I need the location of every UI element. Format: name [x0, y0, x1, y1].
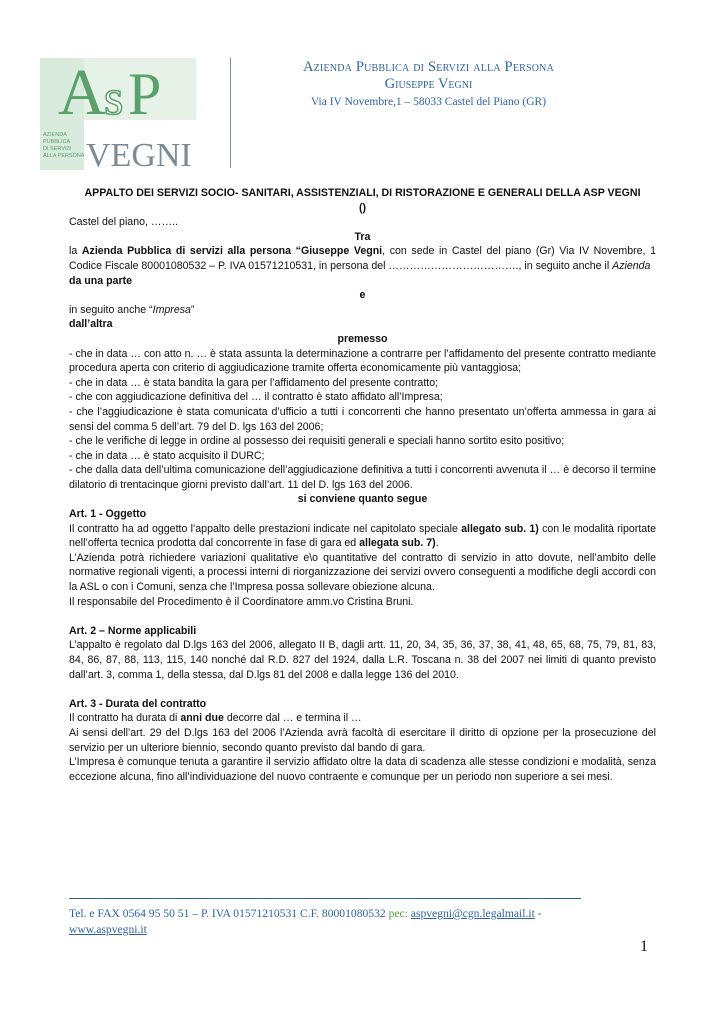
svg-text:P: P — [128, 61, 162, 127]
art1-text: . — [435, 537, 439, 550]
premessa-item: - che in data … è stato acquisito il DURC; — [69, 449, 265, 462]
art1-text: con le modalità riportate nell’offerta tecnica prodotta dal concorrente in fase di gara ed — [69, 522, 656, 550]
footer-separator: - — [534, 907, 542, 920]
organization-header — [232, 58, 625, 111]
da-una-parte: da una parte — [69, 274, 132, 287]
svg-text:s: s — [104, 69, 124, 125]
pec-label: pec: — [388, 907, 411, 920]
premessa-item: - che in data … con atto n. … è stata assunta la determinazione a contrarre per l’affidamento del presente contratto mediante procedura aperta con criterio di aggiudicazione tramite offerta economicamente più vantaggiosa; — [69, 347, 656, 375]
spacer — [69, 609, 656, 624]
website-link[interactable]: www.aspvegni.it — [69, 923, 147, 936]
party-azienda-alias: Azienda — [612, 259, 651, 272]
art2-heading: Art. 2 – Norme applicabili — [69, 624, 197, 637]
art3-paragraph: Ai sensi dell’art. 29 del D.lgs 163 del 2006 l’Azienda avrà facoltà di esercitare il diritto di opzione per la prosecuzione del servizio per un ulteriore biennio, secondo quanto previsto dal bando di gara. — [69, 726, 656, 754]
premessa-item: - che dalla data dell’ultima comunicazione dell’aggiudicazione definitiva a tutti i concorrenti avvenuta il … è decorso il termine dilatorio di trentacinque giorni previsto dall’art. 11 del D. lgs 163 del 2006. — [69, 464, 656, 491]
party-impresa-alias: Impresa — [152, 303, 191, 316]
party-impresa-post: ” — [190, 303, 195, 316]
svg-text:DI SERVIZI: DI SERVIZI — [43, 146, 72, 152]
svg-text:PUBBLICA: PUBBLICA — [43, 139, 71, 145]
premessa-item: - che le verifiche di legge in ordine al possesso dei requisiti generali e speciali hanno sortito esito positivo; — [69, 435, 565, 448]
org-address: Via IV Novembre,1 – 58033 Castel del Piano (GR) — [310, 96, 547, 108]
document-title-paren: () — [358, 201, 367, 214]
svg-text:ALLA PERSONA: ALLA PERSONA — [43, 153, 85, 159]
svg-text:A: A — [58, 58, 106, 129]
dallaltra: dall’altra — [69, 318, 113, 331]
premesso-heading: premesso — [337, 332, 388, 345]
party-impresa-pre: in seguito anche “ — [69, 303, 153, 316]
art3-text: decorre dal … e termina il … — [223, 712, 362, 725]
org-name: Azienda Pubblica di Servizi alla Persona — [302, 59, 555, 75]
art3-duration: anni due — [180, 712, 224, 725]
e-label: e — [359, 289, 366, 302]
art3-text: Il contratto ha durata di — [69, 712, 181, 725]
header-divider — [230, 58, 231, 168]
art1-paragraph — [69, 522, 656, 551]
party-impresa — [69, 303, 656, 318]
premessa-item: - che l’aggiudicazione è stata comunicata d’ufficio a tutti i concorrenti che hanno presentato un’offerta ammessa in gara ai sensi del comma 5 dell’art. 79 del D. lgs 163 del 2006; — [69, 405, 656, 433]
spacer — [69, 682, 656, 697]
art2-paragraph: L’appalto è regolato dal D.lgs 163 del 2006, allegato II B, dagli artt. 11, 20, 34, 35, 36, 37, 38, 41, 48, 65, 68, 75, 79, 81, 83, 84, 86, 87, 88, 113, 115, 140 nonché dal R.D. 827 del 1924, dalla L.R. Toscana n. 38 del 2007 nei limiti di quanto previsto dall’art. 3, comma 1, della stessa, dal D.lgs 81 del 2008 e dalla legge 136 del 2010. — [69, 639, 656, 681]
place-date: Castel del piano, …….. — [69, 216, 178, 229]
tra-label: Tra — [354, 230, 371, 243]
art1-allegato-1: allegato sub. 1) — [461, 522, 539, 535]
art1-heading: Art. 1 - Oggetto — [69, 508, 147, 521]
premessa-item: - che con aggiudicazione definitiva del … il contratto è stato affidato all’Impresa; — [69, 391, 443, 404]
art3-paragraph: L’Impresa è comunque tenuta a garantire il servizio affidato oltre la data di scadenza alle stesse condizioni e modalità, senza eccezione alcuna, fino all’individuazione del nuovo contraente e comunque per un periodo non superiore a sei mesi. — [69, 756, 656, 783]
party-azienda-details: , con sede in Castel del piano (Gr) Via IV Novembre, 1 Codice Fiscale 80001080532 – P. IVA 01571210531, in persona del ………………………………., in seguito anche il — [69, 245, 656, 272]
org-person-name: Giuseppe Vegni — [384, 76, 473, 92]
party-azienda-name: Azienda Pubblica di servizi alla persona “Giuseppe Vegni — [81, 245, 383, 258]
svg-text:AZIENDA: AZIENDA — [43, 132, 67, 138]
party-azienda — [69, 244, 656, 273]
page-footer — [69, 906, 656, 938]
premessa-item: - che in data … è stata bandita la gara per l’affidamento del presente contratto; — [69, 376, 439, 389]
footer-divider — [69, 898, 581, 899]
art1-paragraph: L’Azienda potrà richiedere variazioni qualitative e\o quantitative del contratto di servizio in atto dovute, nell’ambito delle normative regionali vigenti, a processi interni di riorganizzazione dei servizi ovvero conseguenti a modifiche degli accordi con la ASL o con i Comuni, senza che l’Impresa possa sollevare obiezione alcuna. — [69, 551, 656, 594]
svg-text:VEGNI: VEGNI — [86, 137, 192, 170]
art3-paragraph — [69, 711, 656, 726]
document-title: APPALTO DEI SERVIZI SOCIO- SANITARI, ASSISTENZIALI, DI RISTORAZIONE E GENERALI DELLA ASP VEGNI — [84, 187, 641, 199]
art1-allegato-7: allegata sub. 7) — [359, 537, 436, 550]
art3-heading: Art. 3 - Durata del contratto — [69, 697, 207, 710]
pec-email-link[interactable]: aspvegni@cgn.legalmail.it — [410, 907, 535, 920]
contract-document — [69, 186, 656, 784]
art1-paragraph: Il responsabile del Procedimento è il Coordinatore amm.vo Cristina Bruni. — [69, 595, 414, 608]
si-conviene-heading: si conviene quanto segue — [297, 493, 428, 506]
party-azienda-pre: la — [69, 245, 82, 258]
art1-text: Il contratto ha ad oggetto l’appalto delle prestazioni indicate nel capitolato speciale — [69, 522, 462, 535]
asp-vegni-logo — [40, 58, 196, 170]
page-number: 1 — [640, 938, 648, 955]
footer-contact: Tel. e FAX 0564 95 50 51 – P. IVA 01571210531 C.F. 80001080532 — [69, 907, 389, 920]
